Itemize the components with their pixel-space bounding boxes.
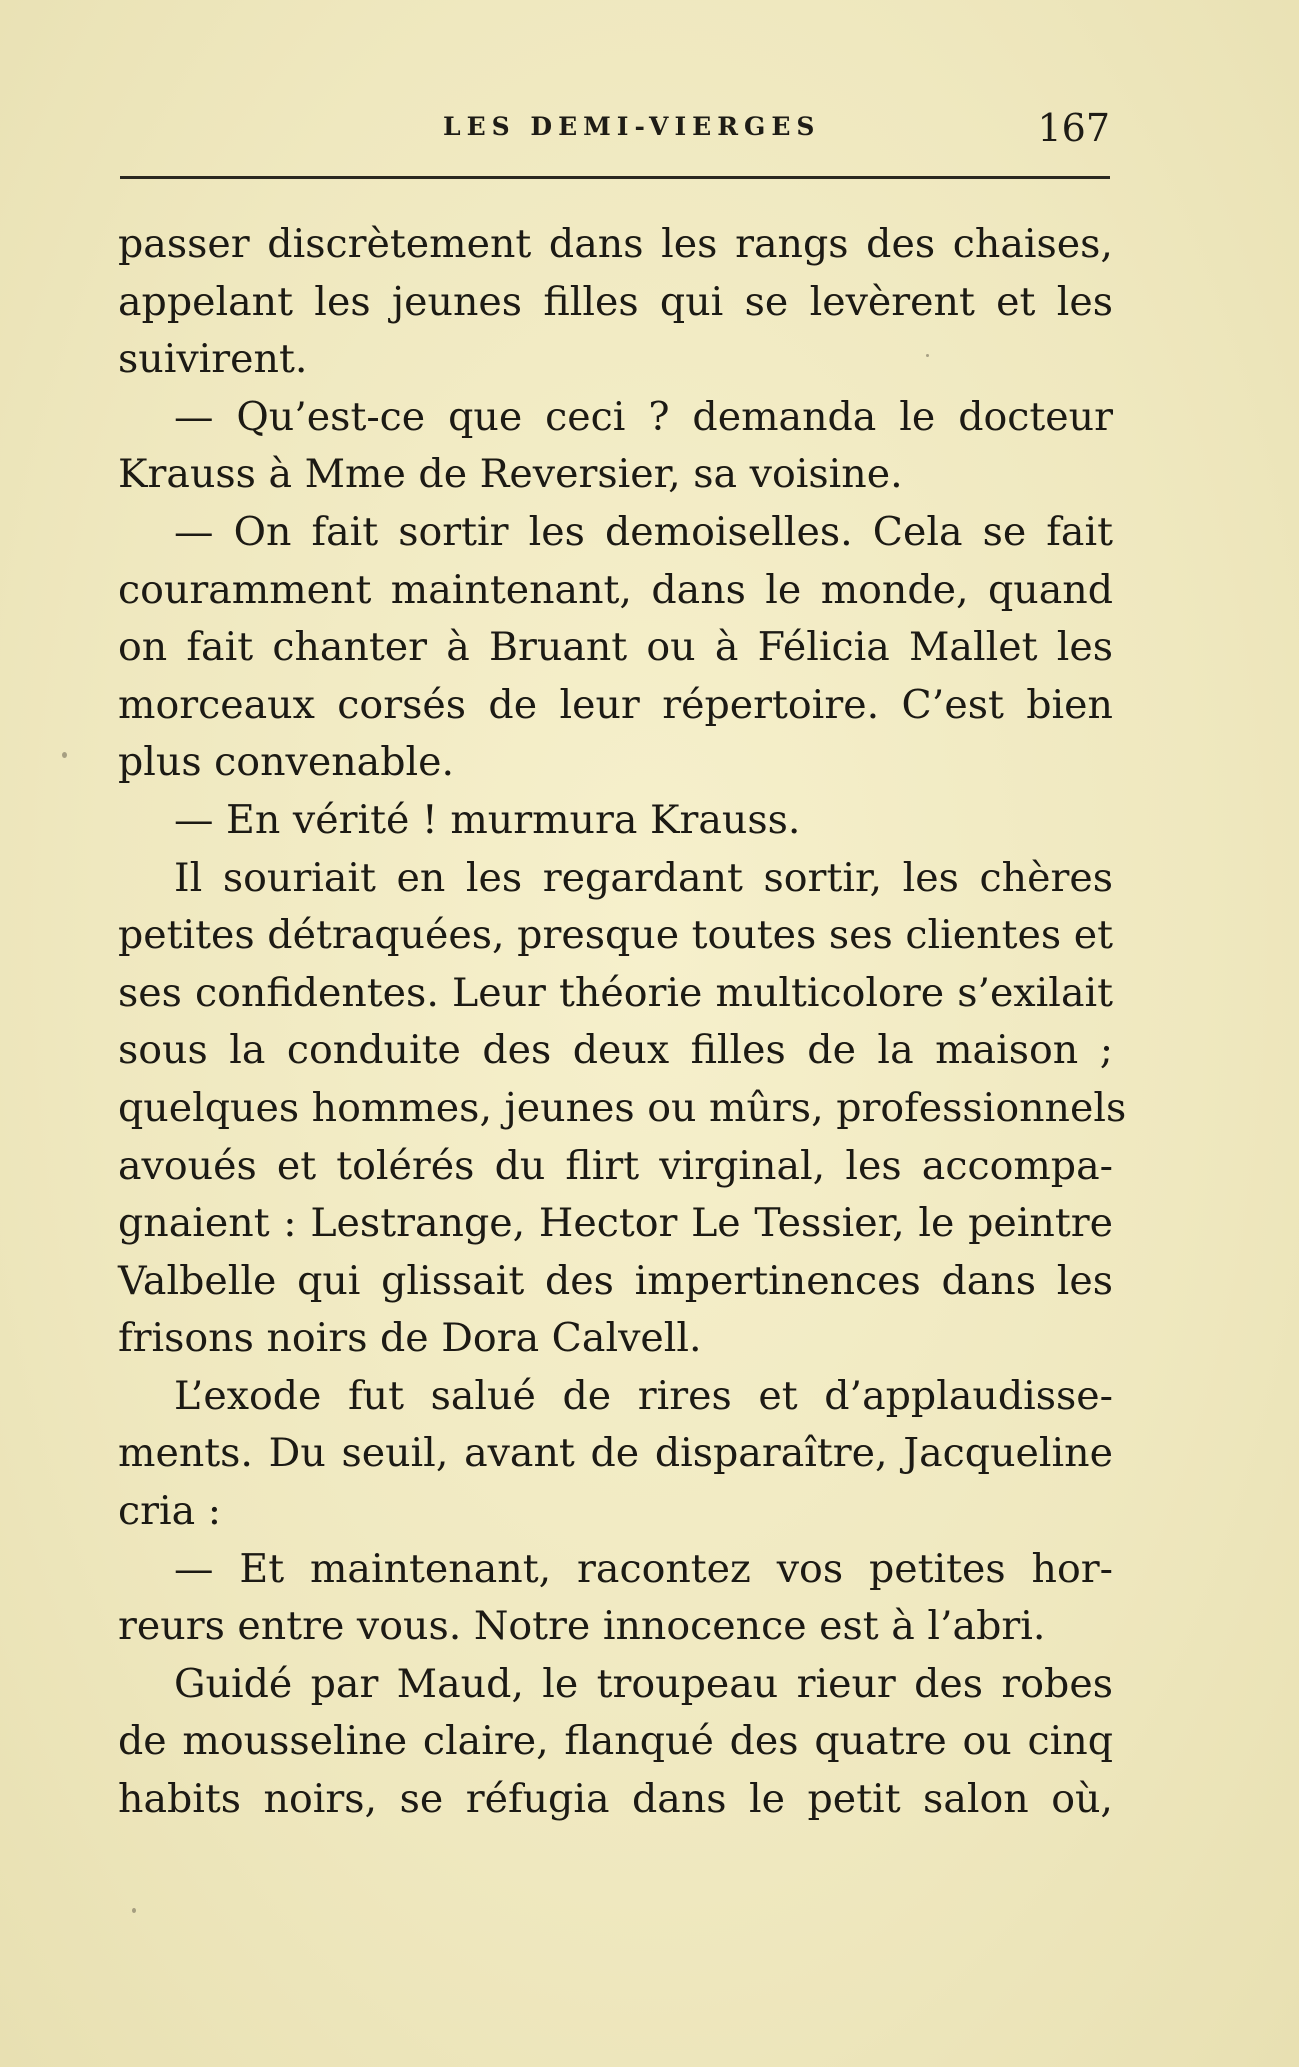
text-line: Valbelle qui glissait des impertinences dans les [118, 1257, 1113, 1304]
text-line: appelant les jeunes filles qui se levèrent et les [118, 278, 1113, 325]
text-line: habits noirs, se réfugia dans le petit salon où, [118, 1776, 1113, 1823]
text-line: morceaux corsés de leur répertoire. C’est bien [118, 681, 1113, 728]
text-line: passer discrètement dans les rangs des chaises, [118, 221, 1113, 267]
paper-speck [926, 354, 929, 357]
text-line: — En vérité ! murmura Krauss. [174, 796, 801, 843]
text-line: — Qu’est-ce que ceci ? demanda le docteur [174, 393, 1113, 440]
paper-speck [132, 1908, 136, 1913]
text-line: — Et maintenant, racontez vos petites hor- [174, 1545, 1113, 1592]
body-text [118, 216, 1127, 1829]
text-line: L’exode fut salué de rires et d’applaudisse- [174, 1372, 1113, 1419]
text-line: Il souriait en les regardant sortir, les chères [174, 854, 1113, 901]
text-line: Guidé par Maud, le troupeau rieur des robes [174, 1660, 1113, 1707]
running-head [118, 108, 1110, 148]
paper-speck [62, 752, 67, 758]
text-line: quelques hommes, jeunes ou mûrs, professionnels [118, 1084, 1127, 1131]
text-line: gnaient : Lestrange, Hector Le Tessier, le peintre [118, 1200, 1113, 1247]
text-line: frisons noirs de Dora Calvell. [118, 1315, 702, 1362]
text-line: avoués et tolérés du flirt virginal, les accompa- [118, 1142, 1113, 1189]
text-line: suivirent. [118, 336, 308, 383]
text-line: Krauss à Mme de Reversier, sa voisine. [118, 451, 903, 498]
page-number: 167 [1037, 106, 1110, 150]
text-line: couramment maintenant, dans le monde, quand [118, 566, 1113, 613]
text-line: de mousseline claire, flanqué des quatre ou cinq [118, 1718, 1113, 1765]
text-line: petites détraquées, presque toutes ses clientes et [118, 912, 1113, 959]
header-rule [120, 176, 1110, 179]
text-line: ments. Du seuil, avant de disparaître, Jacqueline [118, 1430, 1113, 1477]
text-line: reurs entre vous. Notre innocence est à l’abri. [118, 1603, 1046, 1650]
running-title: LES DEMI-VIERGES [443, 112, 821, 141]
text-line: on fait chanter à Bruant ou à Félicia Mallet les [118, 624, 1113, 671]
text-line: ses confidentes. Leur théorie multicolore s’exilait [118, 969, 1113, 1016]
text-line: cria : [118, 1488, 222, 1535]
text-line: — On fait sortir les demoiselles. Cela se fait [174, 508, 1113, 555]
text-line: sous la conduite des deux filles de la maison ; [118, 1027, 1113, 1074]
text-line: plus convenable. [118, 739, 455, 786]
